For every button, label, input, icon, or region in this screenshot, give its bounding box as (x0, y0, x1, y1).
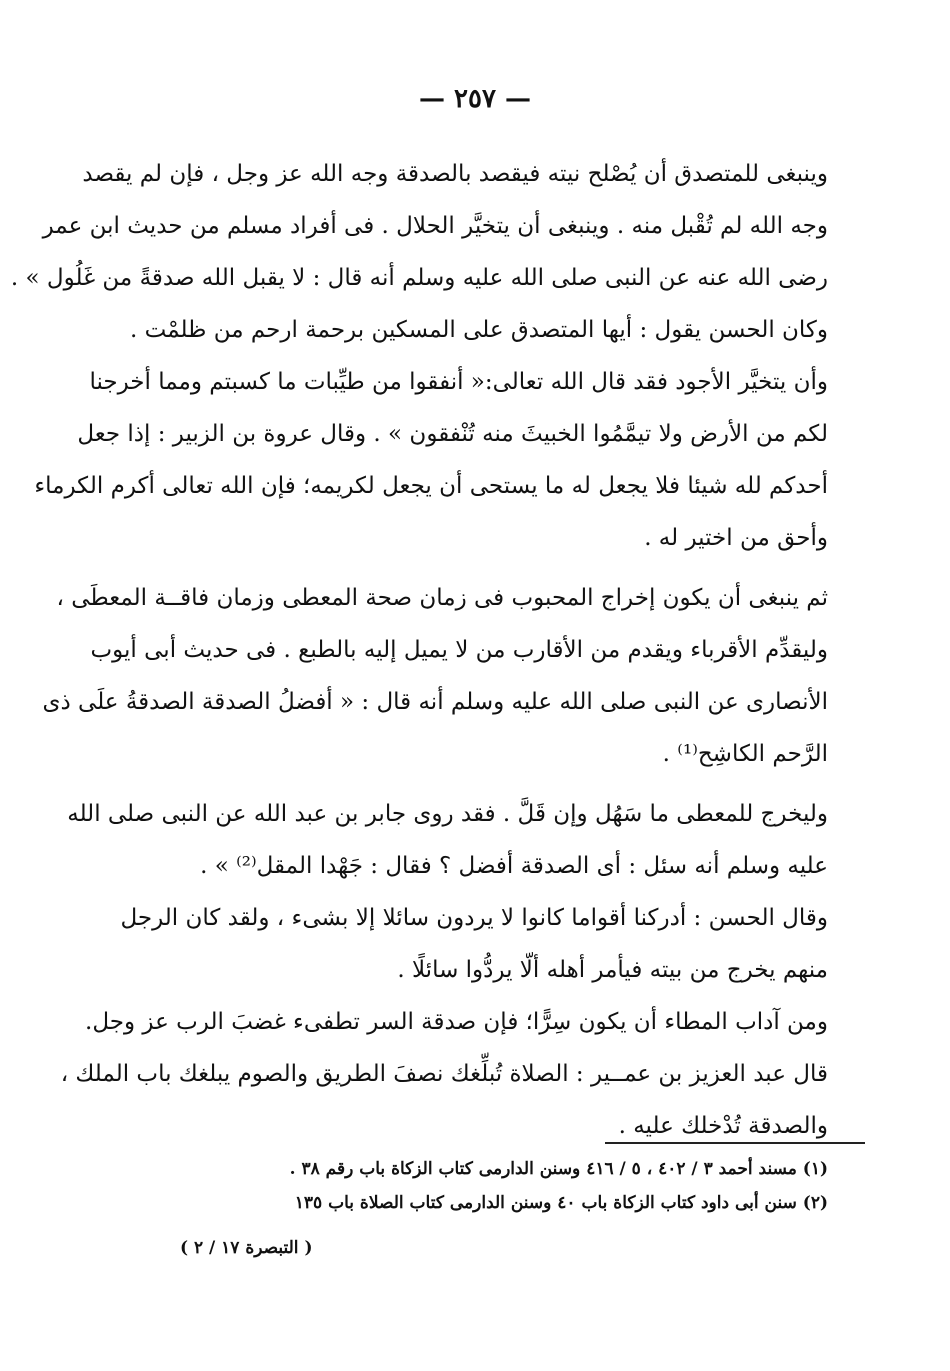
footnote-divider (605, 1142, 865, 1144)
page-number: — ٢٥٧ — (418, 84, 532, 114)
text-line: وليقدِّم الأقرباء ويقدم من الأقارب من لا يميل إليه بالطبع . فى حديث أبى أيوب (90, 637, 828, 663)
paragraph (10, 148, 828, 304)
text-line: أحدكم لله شيئا فلا يجعل له ما يستحى أن يجعل لكريمه؛ فإن الله تعالى أكرم الكرماء (34, 473, 828, 499)
text-line: رضى الله عنه عن النبى صلى الله عليه وسلم أنه قال : لا يقبل الله صدقةً من غَلُول » . (10, 265, 828, 291)
text-line: ومن آداب المطاء أن يكون سِرًّا؛ فإن صدقة السر تطفىء غضبَ الرب عز وجل. (85, 1009, 828, 1035)
paragraph (120, 892, 828, 996)
paragraph (60, 1048, 828, 1152)
text-line: وجه الله لم تُقْبل منه . وينبغى أن يتخيَّر الحلال . فى أفراد مسلم من حديث ابن عمر (42, 213, 828, 239)
paragraph (85, 996, 828, 1048)
text-line: والصدقة تُدْخلك عليه . (618, 1113, 828, 1139)
text-line: وكان الحسن يقول : أيها المتصدق على المسكين برحمة ارحم من ظلمْت . (129, 317, 828, 343)
paragraph (129, 304, 828, 356)
text-line: وقال الحسن : أدركنا أقواما كانوا لا يردون سائلا إلا بشىء ، ولقد كان الرجل (120, 905, 828, 931)
text-line: عليه وسلم أنه سئل : أى الصدقة أفضل ؟ فقال : جَهْدا المقل⁽²⁾ » . (200, 853, 828, 879)
paragraph (67, 788, 828, 892)
text-line: الأنصارى عن النبى صلى الله عليه وسلم أنه قال : « أفضلُ الصدقة الصدقةُ علَى ذى (42, 689, 828, 715)
signature-mark: ( التبصرة ١٧ / ٢ ) (180, 1238, 313, 1258)
paragraph-gap (133, 780, 828, 788)
text-line: قال عبد العزيز بن عمــير : الصلاة تُبلِّغك نصفَ الطريق والصوم يبلغك باب الملك ، (60, 1061, 828, 1087)
text-line: ثم ينبغى أن يكون إخراج المحبوب فى زمان صحة المعطى وزمان فاقــة المعطَى ، (56, 585, 828, 611)
footnote: (٢) سنن أبى داود كتاب الزكاة باب ٤٠ وسنن الدارمى كتاب الصلاة باب ١٣٥ (294, 1193, 828, 1213)
footnote: (١) مسند أحمد ٣ / ٤٠٢ ، ٥ / ٤١٦ وسنن الدارمى كتاب الزكاة باب رقم ٣٨ . (289, 1159, 828, 1179)
paragraph (42, 572, 828, 780)
text-line: وأن يتخيَّر الأجود فقد قال الله تعالى:« أنفقوا من طيِّبات ما كسبتم ومما أخرجنا (89, 369, 828, 395)
text-line: الرَّحم الكاشِح⁽¹⁾ . (662, 741, 828, 767)
footnotes (200, 1152, 828, 1220)
main-text (10, 148, 828, 1152)
text-line: وينبغى للمتصدق أن يُصْلح نيته فيقصد بالصدقة وجه الله عز وجل ، فإن لم يقصد (82, 161, 828, 187)
text-line: لكم من الأرض ولا تيمَّمُوا الخبيثَ منه تُنْفقون » . وقال عروة بن الزبير : إذا جعل (77, 421, 828, 447)
text-line: وأحق من اختير له . (644, 525, 828, 551)
paragraph-gap (133, 564, 828, 572)
text-line: وليخرج للمعطى ما سَهُل وإن قَلَّ . فقد روى جابر بن عبد الله عن النبى صلى الله (67, 801, 828, 827)
text-line: منهم يخرج من بيته فيأمر أهله ألّا يردُّوا سائلًا . (397, 957, 828, 983)
paragraph (34, 356, 828, 564)
